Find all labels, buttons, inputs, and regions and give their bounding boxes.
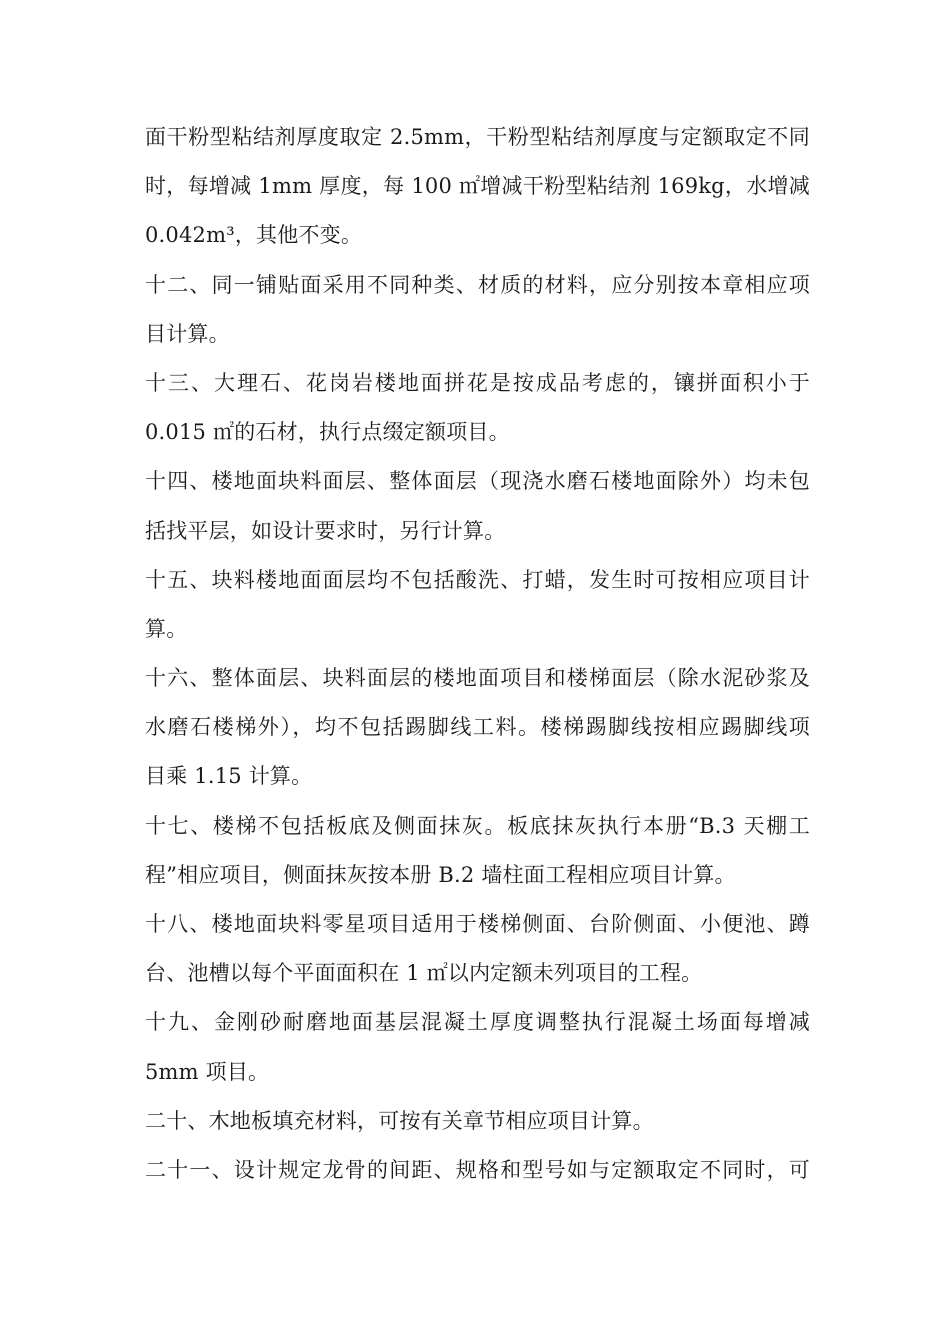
text-line: 0.015 ㎡的石材，执行点缀定额项目。 <box>145 420 510 445</box>
text-line: 十四、楼地面块料面层、整体面层（现浇水磨石楼地面除外）均未包 <box>145 469 810 494</box>
text-line: 时，每增减 1mm 厚度，每 100 ㎡增减干粉型粘结剂 169kg，水增减 <box>145 174 810 199</box>
text-line: 面干粉型粘结剂厚度取定 2.5mm，干粉型粘结剂厚度与定额取定不同 <box>145 125 810 149</box>
text-line: 十五、块料楼地面面层均不包括酸洗、打蜡，发生时可按相应项目计 <box>145 567 810 592</box>
text-line: 台、池槽以每个平面面积在 1 ㎡以内定额未列项目的工程。 <box>145 961 703 986</box>
text-line: 十九、金刚砂耐磨地面基层混凝土厚度调整执行混凝土场面每增减 <box>145 1010 810 1035</box>
body-text <box>145 113 810 1195</box>
text-line: 二十一、设计规定龙骨的间距、规格和型号如与定额取定不同时，可 <box>145 1157 810 1182</box>
text-line: 括找平层，如设计要求时，另行计算。 <box>145 518 506 543</box>
text-line: 二十、木地板填充材料，可按有关章节相应项目计算。 <box>145 1108 654 1133</box>
text-line: 算。 <box>145 616 188 641</box>
text-line: 十七、楼梯不包括板底及侧面抹灰。板底抹灰执行本册“B.3 天棚工 <box>145 813 810 838</box>
text-line: 0.042m³，其他不变。 <box>145 223 363 248</box>
text-line: 水磨石楼梯外），均不包括踢脚线工料。楼梯踢脚线按相应踢脚线项 <box>145 715 810 740</box>
text-line: 十三、大理石、花岗岩楼地面拼花是按成品考虑的，镶拼面积小于 <box>145 370 810 395</box>
text-line: 目乘 1.15 计算。 <box>145 764 313 789</box>
text-line: 程”相应项目，侧面抹灰按本册 B.2 墙柱面工程相应项目计算。 <box>145 862 736 887</box>
text-line: 5mm 项目。 <box>145 1059 270 1084</box>
text-line: 十二、同一铺贴面采用不同种类、材质的材料，应分别按本章相应项 <box>145 272 810 297</box>
text-line: 目计算。 <box>145 321 230 346</box>
text-line: 十八、楼地面块料零星项目适用于楼梯侧面、台阶侧面、小便池、蹲 <box>145 912 810 936</box>
text-line: 十六、整体面层、块料面层的楼地面项目和楼梯面层（除水泥砂浆及 <box>145 666 810 691</box>
